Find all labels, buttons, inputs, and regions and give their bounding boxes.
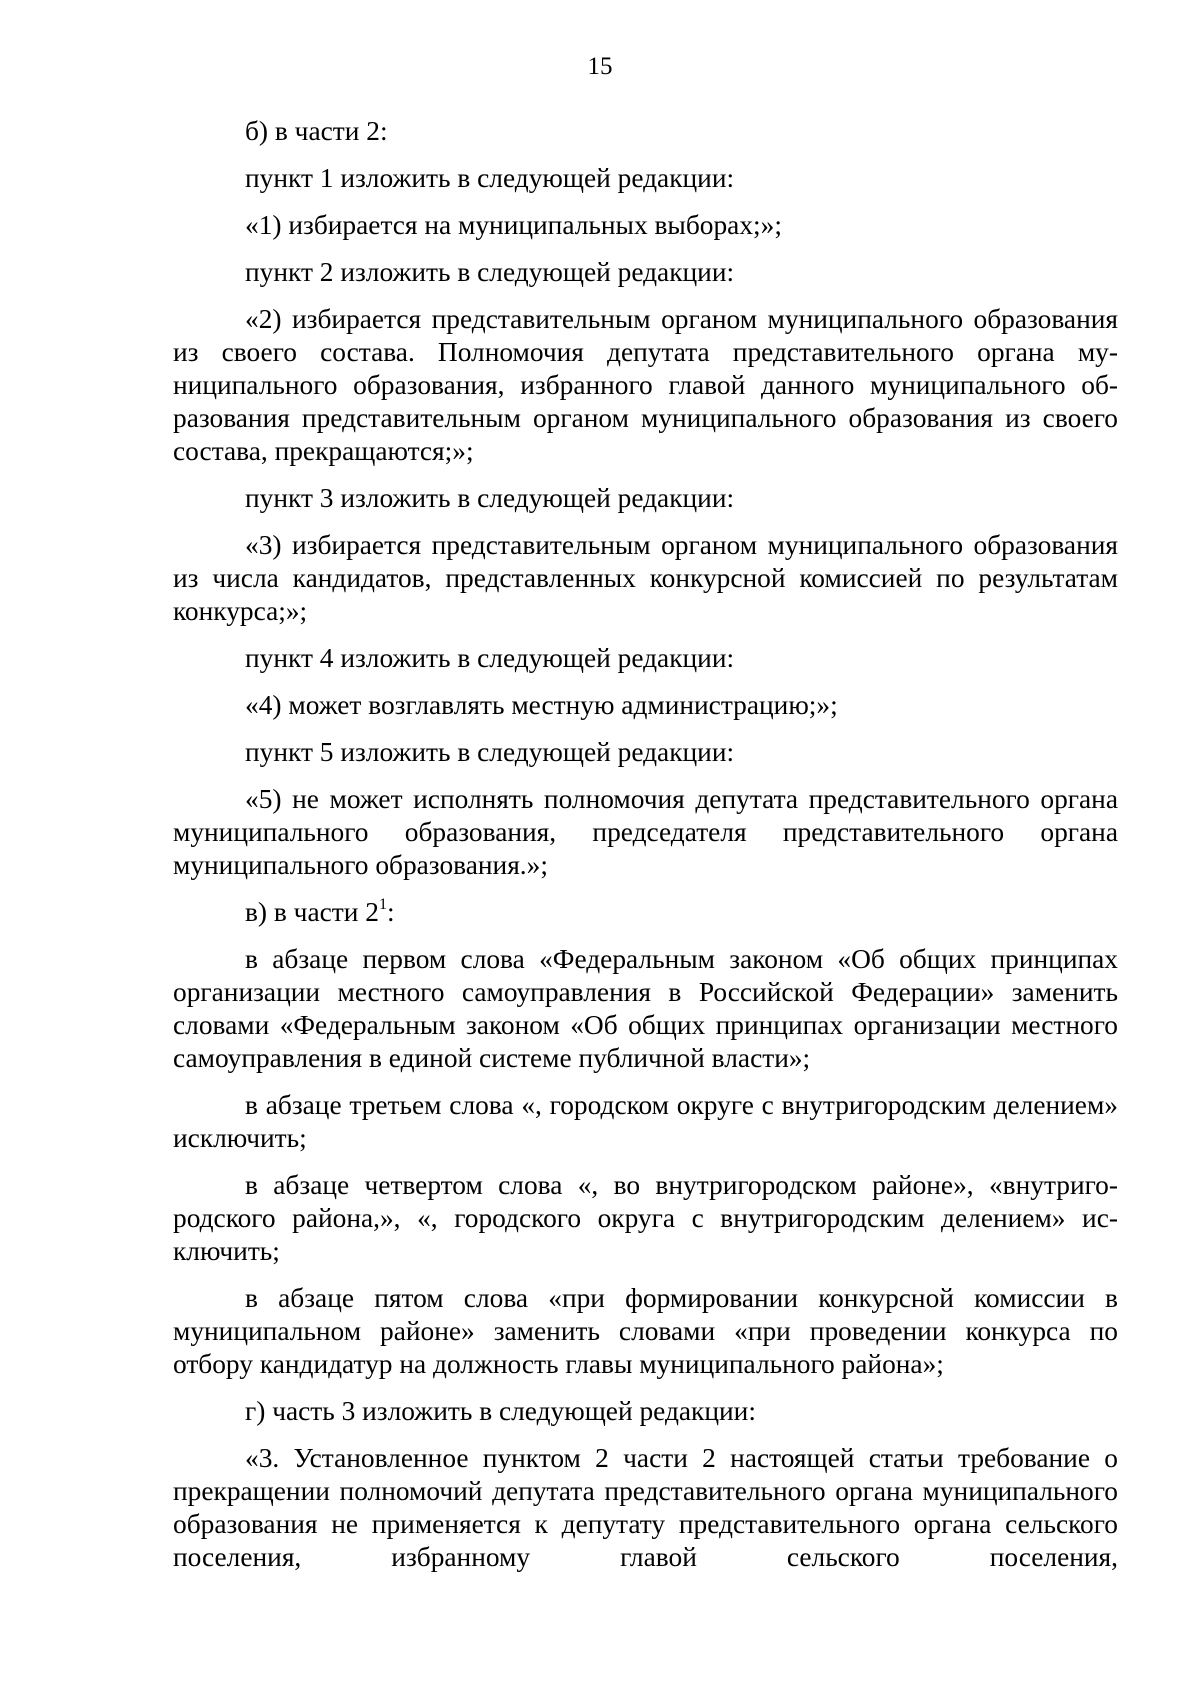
paragraph-g-part-3: г) часть 3 изложить в следующей редакции: — [245, 1396, 756, 1426]
part-label: в) в части 2 — [245, 897, 379, 927]
paragraph-point-1-text: «1) избирается на муниципальных выборах;»; — [245, 210, 782, 240]
paragraph-point-1-instruction: пункт 1 изложить в следующей редакции: — [245, 163, 735, 193]
paragraph-point-4-instruction: пункт 4 изложить в следующей редакции: — [245, 643, 735, 673]
paragraph-part-3-text: «3. Установленное пунктом 2 части 2 настоящей статьи требование о прекращении полномочий депутата представительного органа муниципального образования не применяется к депутату представительного органа сельского поселения, избранному главой сельского поселения, — [173, 1443, 1118, 1572]
part-superscript: 1 — [378, 895, 387, 913]
paragraph-point-4-text: «4) может возглавлять местную администрацию;»; — [245, 690, 838, 720]
paragraph-point-5-instruction: пункт 5 изложить в следующей редакции: — [245, 737, 735, 767]
paragraph-abzats-4: в абзаце четвертом слова «, во внутригородском районе», «внутригородского района,», «, городского округа с внутригородским делением» исключить; — [173, 1170, 1118, 1266]
paragraph-point-2-instruction: пункт 2 изложить в следующей редакции: — [245, 257, 735, 287]
paragraph-abzats-1: в абзаце первом слова «Федеральным законом «Об общих принципах организации местного самоуправления в Российской Федерации» заменить словами «Федеральным законом «Об общих принципах организации местного самоуправления в единой системе публичной власти»; — [173, 944, 1118, 1073]
paragraph-abzats-3: в абзаце третьем слова «, городском округе с внутригородским делением» исключить; — [173, 1090, 1118, 1153]
paragraph-point-2-text: «2) избирается представительным органом муниципального образования из своего состава. Полномочия депутата представительного органа муниципального образования, избранного главой данного муниципального образования представительным органом муниципального образования из своего состава, прекращаются;»; — [173, 304, 1118, 466]
paragraph-abzats-5: в абзаце пятом слова «при формировании конкурсной комиссии в муниципальном районе» заменить словами «при проведении конкурса по отбору кандидатур на должность главы муниципального района»; — [173, 1283, 1118, 1379]
paragraph-point-3-instruction: пункт 3 изложить в следующей редакции: — [245, 483, 735, 513]
page-number: 15 — [587, 53, 613, 80]
paragraph-b-part-2: б) в части 2: — [245, 116, 388, 146]
paragraph-v-part-2-1 — [173, 896, 1118, 929]
part-colon: : — [386, 897, 395, 927]
paragraph-point-3-text: «3) избирается представительным органом муниципального образования из числа кандидатов, представленных конкурсной комиссией по результатам конкурса;»; — [173, 530, 1118, 626]
paragraph-point-5-text: «5) не может исполнять полномочия депутата представительного органа муниципального образования, председателя представительного органа муниципального образования.»; — [173, 784, 1118, 880]
document-body — [173, 115, 1118, 1574]
